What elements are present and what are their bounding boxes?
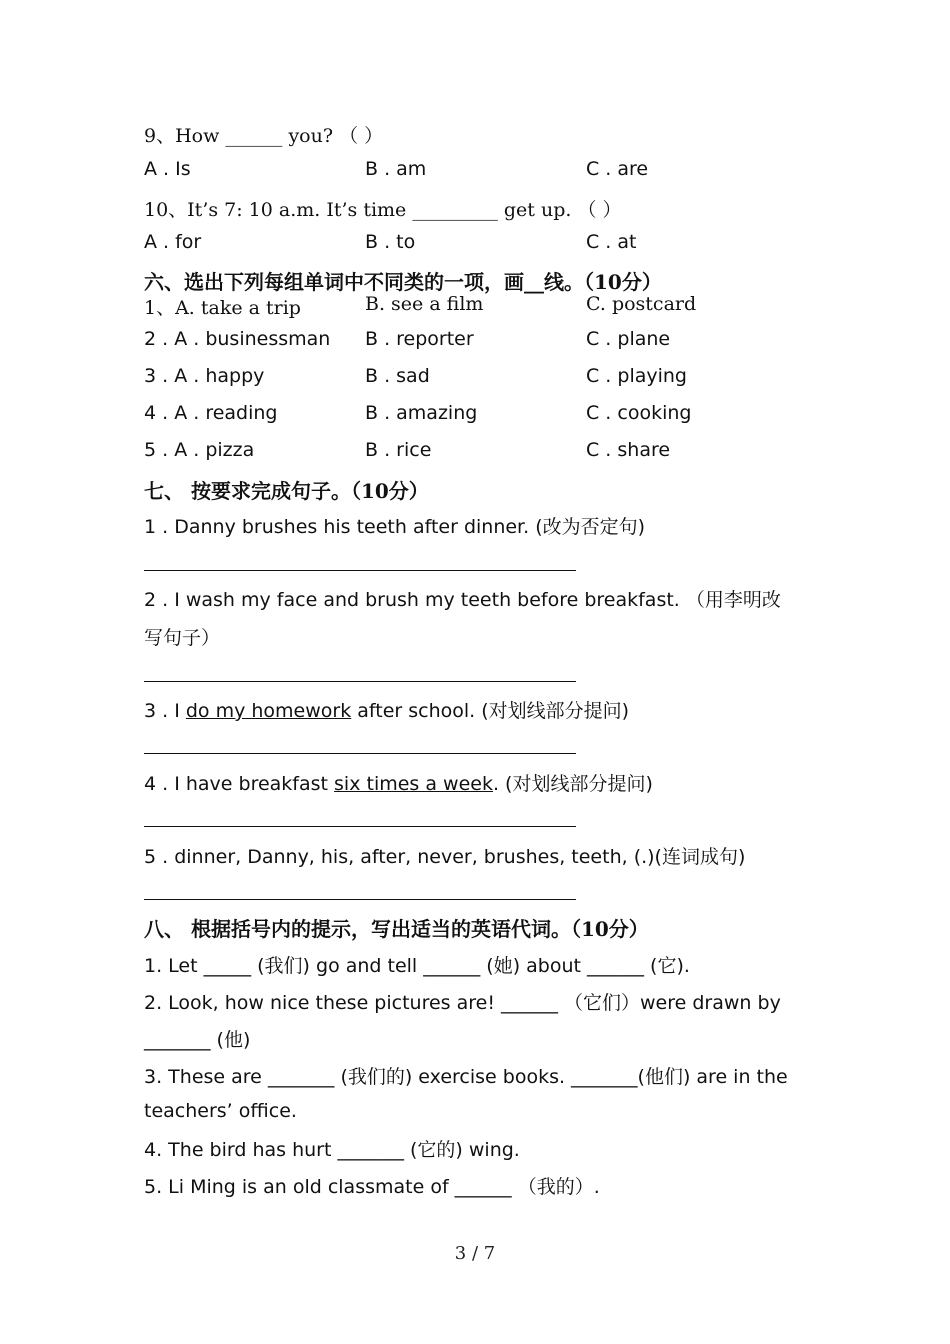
s6-item-3-c: C . playing [586, 365, 687, 387]
s8-q2-line2: _______ (他) [144, 1029, 251, 1051]
s6-item-5-c: C . share [586, 439, 671, 461]
s7-q4-underlined: six times a week [334, 773, 493, 795]
q9-option-a: A . Is [144, 158, 191, 180]
page-number: 3 / 7 [454, 1243, 496, 1264]
s8-q3-line2: teachers’ office. [144, 1100, 297, 1122]
q9-option-c: C . are [586, 158, 649, 180]
s8-q2-line1: 2. Look, how nice these pictures are! ______ （它们）were drawn by [144, 992, 781, 1014]
q9-option-b: B . am [365, 158, 427, 180]
s7-q4-suffix: . (对划线部分提问) [492, 773, 653, 795]
answer-line [144, 753, 576, 754]
q10-stem: 10、It’s 7: 10 a.m. It’s time _________ get up. （ ） [144, 199, 622, 221]
answer-line [144, 570, 576, 571]
s6-item-4-a: 4 . A . reading [144, 402, 278, 424]
s6-item-5-b: B . rice [365, 439, 432, 461]
section-7-heading: 七、 按要求完成句子。（10分） [144, 479, 429, 503]
q10-option-a: A . for [144, 231, 202, 253]
answer-line [144, 826, 576, 827]
s7-q3-prefix: 3 . I [144, 700, 186, 722]
s8-q3-line1: 3. These are _______ (我们的) exercise books. _______(他们) are in the [144, 1066, 788, 1088]
q10-option-c: C . at [586, 231, 637, 253]
s6-item-3-a: 3 . A . happy [144, 365, 265, 387]
s7-q2-line2: 写句子） [144, 627, 221, 649]
s8-q5: 5. Li Ming is an old classmate of ______ （我的）. [144, 1176, 600, 1198]
s7-q3 [144, 696, 629, 723]
s6-item-4-c: C . cooking [586, 402, 692, 424]
s7-q3-underlined: do my homework [185, 700, 352, 722]
s8-q1: 1. Let _____ (我们) go and tell ______ (她) about ______ (它). [144, 955, 690, 977]
s6-item-4-b: B . amazing [365, 402, 478, 424]
s7-q3-suffix: after school. (对划线部分提问) [351, 700, 630, 722]
answer-line [144, 681, 576, 682]
s7-q5: 5 . dinner, Danny, his, after, never, brushes, teeth, (.)(连词成句) [144, 846, 746, 868]
s6-item-1-a: 1、A. take a trip [144, 297, 301, 319]
s7-q4 [144, 769, 653, 796]
q10-option-b: B . to [365, 231, 416, 253]
s6-item-2-a: 2 . A . businessman [144, 328, 331, 350]
s6-item-1-c: C. postcard [586, 293, 697, 315]
s8-q4: 4. The bird has hurt _______ (它的) wing. [144, 1139, 520, 1161]
s6-item-5-a: 5 . A . pizza [144, 439, 255, 461]
section-8-heading: 八、 根据括号内的提示，写出适当的英语代词。（10分） [144, 917, 649, 941]
section-6-heading: 六、选出下列每组单词中不同类的一项，画__线。（10分） [144, 270, 662, 294]
answer-line [144, 899, 576, 900]
s6-item-2-c: C . plane [586, 328, 671, 350]
s7-q1: 1 . Danny brushes his teeth after dinner. (改为否定句) [144, 516, 646, 538]
s6-item-2-b: B . reporter [365, 328, 474, 350]
s7-q4-prefix: 4 . I have breakfast [144, 773, 335, 795]
s7-q2-line1: 2 . I wash my face and brush my teeth before breakfast. （用李明改 [144, 589, 781, 611]
s6-item-3-b: B . sad [365, 365, 430, 387]
s6-item-1-b: B. see a film [365, 293, 484, 315]
q9-stem: 9、How ______ you? （ ） [144, 125, 384, 147]
